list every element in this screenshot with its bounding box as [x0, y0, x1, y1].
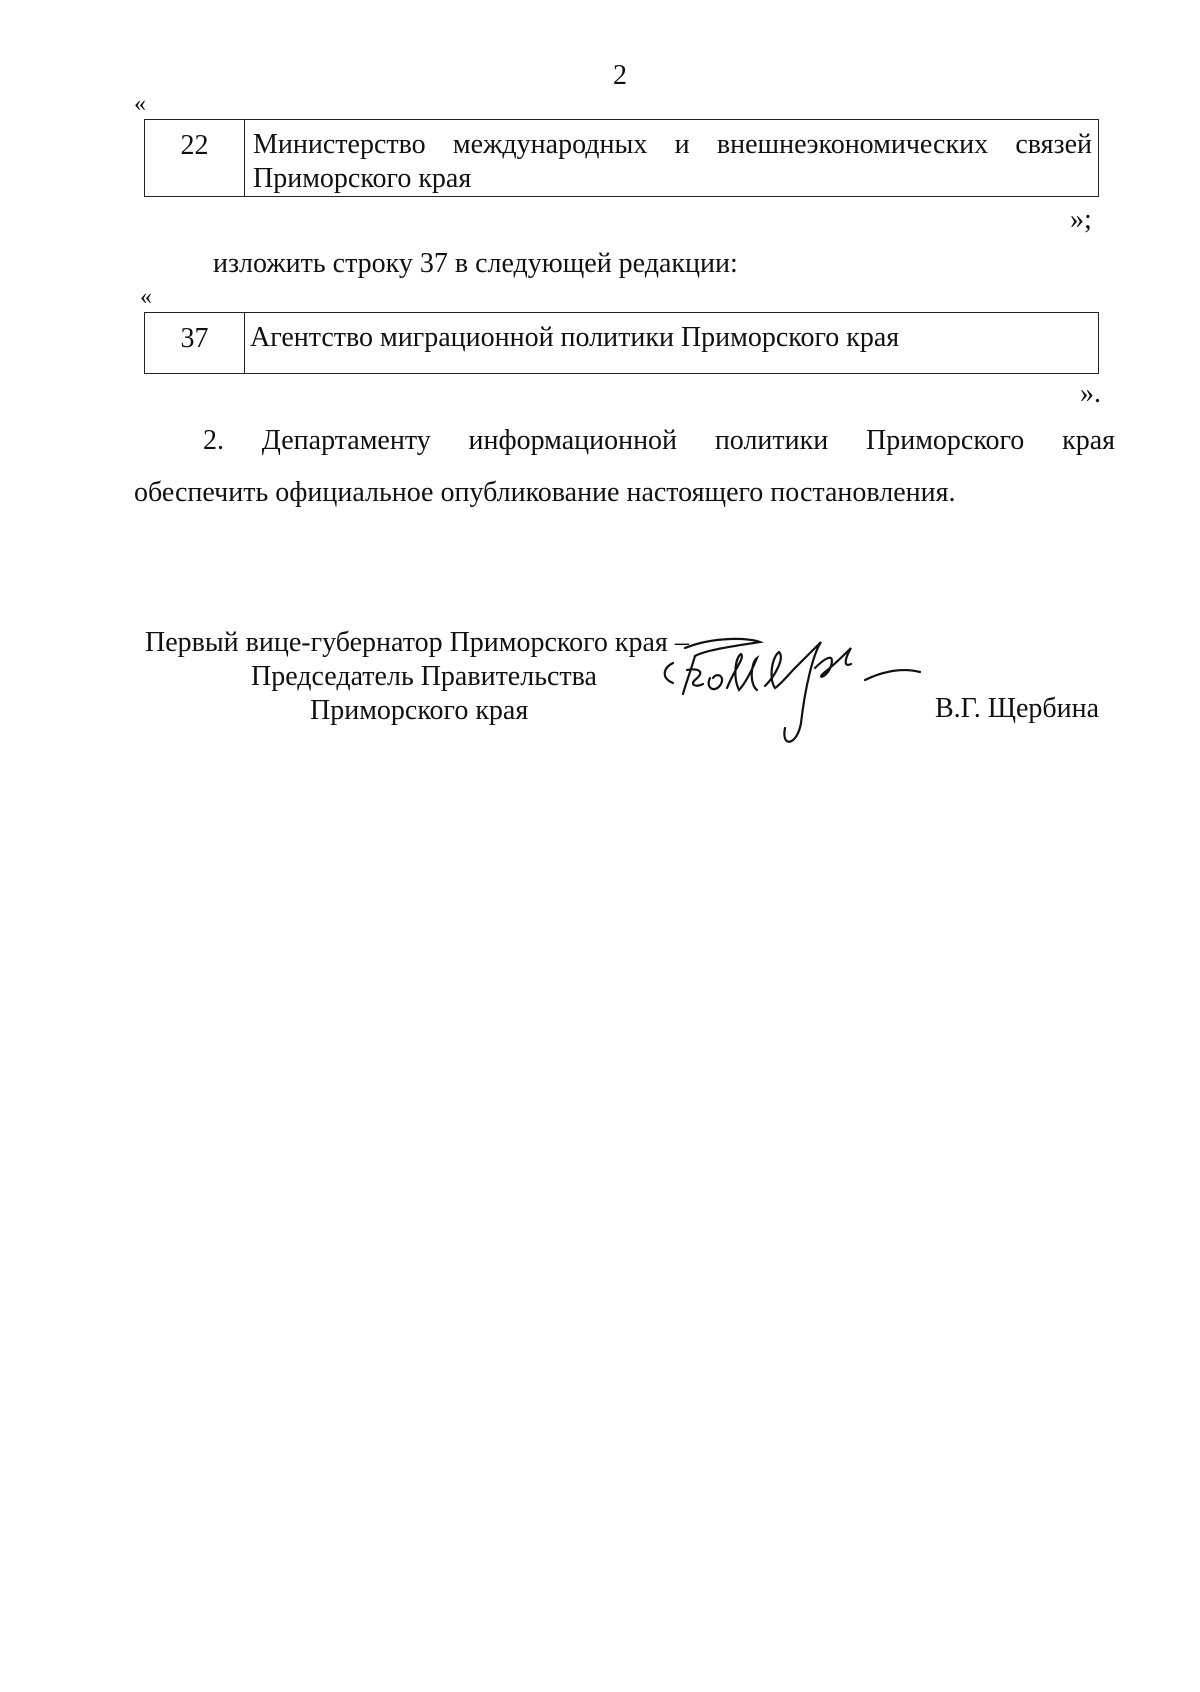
item-2-line2: обеспечить официальное опубликование настоящего постановления. — [134, 477, 956, 508]
quote-open-1: « — [134, 91, 146, 117]
quote-close-2: ». — [1080, 378, 1101, 409]
quote-open-2: « — [140, 284, 152, 310]
row-text: Агентство миграционной политики Приморского края — [250, 322, 900, 353]
table-row-37 — [144, 312, 1099, 374]
instruction-text: изложить строку 37 в следующей редакции: — [213, 248, 738, 279]
row-text-line2: Приморского края — [253, 163, 472, 194]
signatory-title-line3: Приморского края — [310, 695, 529, 726]
handwritten-signature — [655, 628, 925, 758]
row-text — [245, 120, 1098, 196]
signatory-title-line2: Председатель Правительства — [251, 661, 597, 692]
row-number: 22 — [145, 120, 245, 196]
signatory-name: В.Г. Щербина — [935, 693, 1100, 724]
table-row-22 — [144, 119, 1099, 197]
quote-close-1: »; — [1070, 204, 1092, 235]
row-text-line1: Министерство международных и внешнеэкономических связей — [253, 129, 1092, 160]
page-number: 2 — [613, 60, 627, 91]
item-2-line1: 2. Департаменту информационной политики Приморского края — [203, 425, 1115, 456]
signatory-title-line1: Первый вице-губернатор Приморского края – — [145, 627, 689, 658]
row-number: 37 — [145, 313, 245, 373]
